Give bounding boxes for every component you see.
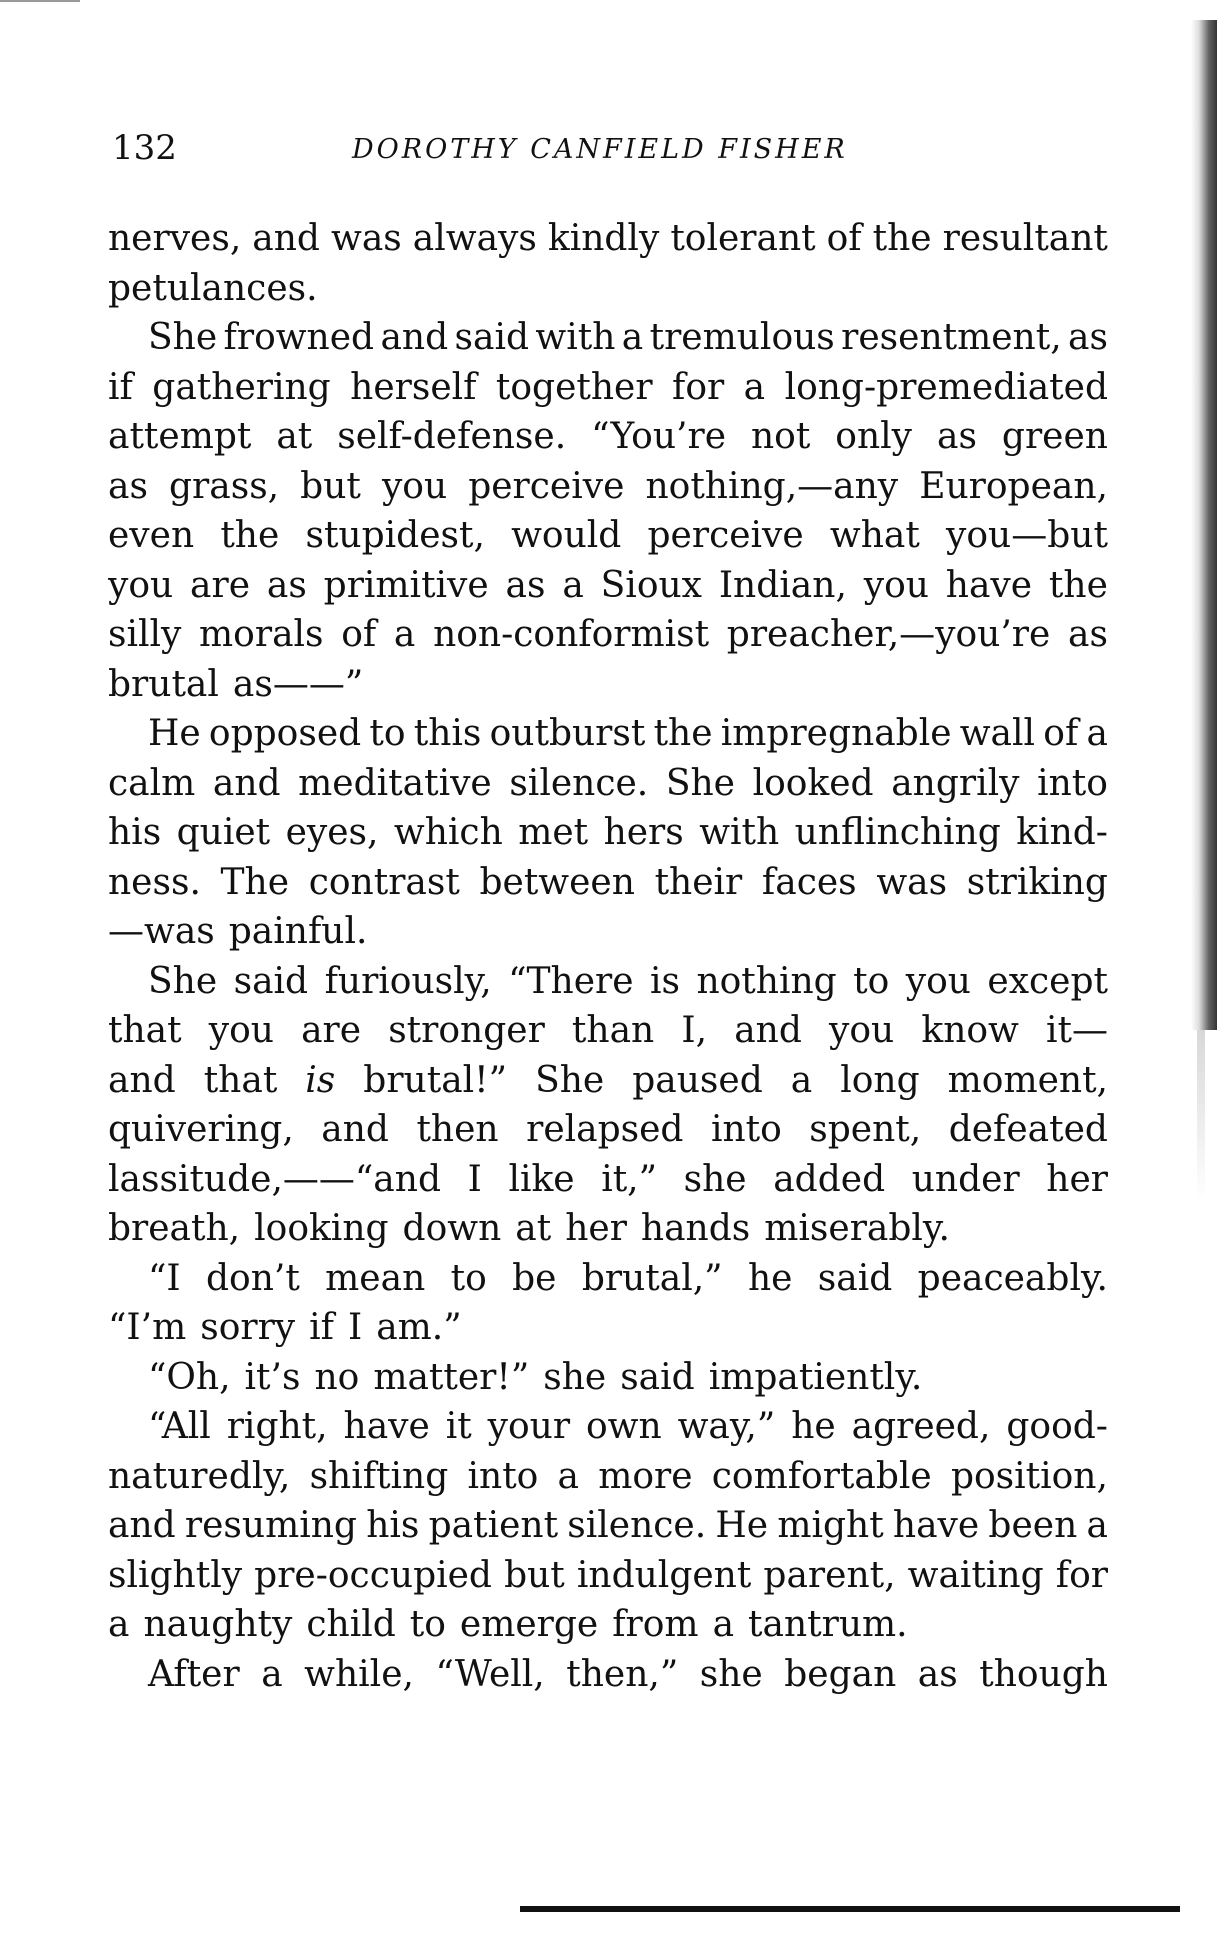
word: patient — [428, 1505, 559, 1546]
word: his — [108, 812, 162, 853]
text-line — [108, 412, 1108, 462]
word: except — [987, 960, 1108, 1002]
word: a — [108, 1604, 130, 1645]
word: wall — [959, 713, 1036, 754]
word: her — [1046, 1158, 1108, 1200]
word: might — [777, 1505, 884, 1546]
word: you — [829, 1010, 895, 1051]
word: as — [505, 564, 546, 606]
word: “There — [508, 960, 634, 1002]
word: comfortable — [711, 1455, 932, 1497]
word: nothing — [696, 960, 837, 1002]
word: at — [515, 1208, 552, 1249]
word: would — [511, 515, 622, 556]
running-head: DOROTHY CANFIELD FISHER — [352, 134, 848, 165]
word: said — [817, 1257, 893, 1299]
word: She — [148, 960, 218, 1002]
word: into — [1037, 762, 1108, 804]
word: your — [487, 1406, 571, 1447]
word: hers — [603, 812, 684, 853]
word: Sioux — [600, 564, 702, 606]
word: miserably. — [764, 1208, 950, 1249]
word: as — [917, 1653, 958, 1695]
word: She — [665, 762, 735, 804]
word: of — [1043, 713, 1079, 754]
word: a — [1086, 713, 1108, 754]
word: tantrum. — [748, 1604, 908, 1645]
word: you — [863, 564, 929, 606]
word: impatiently. — [708, 1356, 923, 1398]
word: he — [791, 1406, 836, 1447]
word: into — [467, 1455, 539, 1497]
word: long — [840, 1059, 920, 1101]
word: “I’m — [108, 1307, 187, 1348]
word: brutal — [108, 663, 219, 705]
text-line — [108, 313, 1108, 363]
word: between — [479, 861, 635, 903]
text-line — [108, 1155, 1108, 1205]
word: attempt — [108, 416, 252, 457]
word: child — [306, 1604, 396, 1645]
word: defeated — [948, 1109, 1108, 1150]
word: brutal,” — [581, 1257, 723, 1299]
word: their — [654, 861, 743, 903]
word: and — [108, 1059, 176, 1101]
word: a — [712, 1604, 735, 1645]
text-line — [108, 363, 1108, 413]
word: position, — [950, 1455, 1108, 1497]
word: and — [212, 762, 281, 804]
text-line — [108, 1402, 1108, 1452]
text-line — [108, 1303, 1108, 1353]
text-line — [108, 610, 1108, 660]
word: and — [108, 1505, 176, 1546]
word: together — [495, 366, 653, 408]
word: preacher,—you’re — [726, 614, 1051, 655]
word: mean — [325, 1257, 426, 1299]
word: hands — [640, 1208, 751, 1249]
word: the — [1048, 564, 1108, 606]
word: unflinching — [794, 812, 1001, 853]
word: eyes, — [285, 812, 379, 853]
text-line — [108, 1056, 1108, 1106]
word: been — [988, 1505, 1078, 1546]
word: than — [571, 1010, 655, 1051]
word: nerves, — [108, 218, 242, 259]
text-line — [108, 759, 1108, 809]
word: a — [1086, 1505, 1108, 1546]
word: lassitude,——“and — [108, 1158, 441, 1200]
word: added — [773, 1158, 886, 1200]
word: it’s — [244, 1356, 301, 1398]
word: to — [409, 1604, 446, 1645]
text-line — [108, 264, 1108, 314]
word: quivering, — [108, 1109, 294, 1150]
text-line — [108, 858, 1108, 908]
text-line — [108, 1254, 1108, 1304]
word: you—but — [946, 515, 1108, 556]
word: like — [508, 1158, 575, 1200]
word: the — [220, 515, 280, 556]
word: you — [381, 465, 448, 507]
text-line — [108, 511, 1108, 561]
word: naughty — [143, 1604, 293, 1645]
word: don’t — [205, 1257, 300, 1299]
word: as — [937, 416, 977, 457]
word: down — [402, 1208, 502, 1249]
word: if — [108, 366, 133, 408]
word: paused — [632, 1059, 763, 1101]
word: contrast — [308, 861, 460, 903]
word: more — [598, 1455, 693, 1497]
word: you — [905, 960, 971, 1002]
word: waiting — [907, 1554, 1044, 1596]
word: right, — [226, 1406, 328, 1447]
text-line — [108, 1006, 1108, 1056]
word: striking — [966, 861, 1108, 903]
word: said — [454, 317, 530, 358]
word: self-defense. — [337, 416, 567, 457]
word: gathering — [152, 366, 331, 408]
word: you — [108, 564, 174, 606]
top-edge-rule — [0, 0, 80, 2]
word: for — [1055, 1554, 1108, 1596]
word: “Oh, — [148, 1356, 231, 1398]
word: resultant — [942, 218, 1108, 259]
word: perceive — [468, 465, 625, 507]
word: the — [872, 218, 932, 259]
word: stupidest, — [305, 515, 485, 556]
word: is — [305, 1059, 336, 1101]
word: of — [341, 614, 377, 655]
word: own — [585, 1406, 662, 1447]
word: though — [979, 1653, 1108, 1695]
word: a — [261, 1653, 283, 1695]
word: she — [699, 1653, 763, 1695]
word: nothing,—any — [645, 465, 899, 507]
word: am.” — [376, 1307, 462, 1348]
word: as — [1068, 614, 1108, 655]
word: He — [715, 1505, 769, 1546]
word: He — [148, 713, 201, 754]
text-line — [108, 561, 1108, 611]
word: which — [393, 812, 503, 853]
text-line — [108, 907, 1108, 957]
word: that — [203, 1059, 278, 1101]
word: into — [710, 1109, 782, 1150]
word: herself — [350, 366, 477, 408]
text-line — [108, 1501, 1108, 1551]
page-number: 132 — [112, 128, 177, 168]
word: painful. — [228, 911, 368, 952]
word: said — [620, 1356, 695, 1398]
text-line — [108, 1353, 1108, 1403]
word: her — [565, 1208, 627, 1249]
word: have — [945, 564, 1033, 606]
word: not — [750, 416, 811, 457]
word: resuming — [184, 1505, 357, 1546]
word: to — [450, 1257, 487, 1299]
text-line — [108, 1452, 1108, 1502]
text-line — [108, 1204, 1108, 1254]
word: was — [331, 218, 402, 259]
word: furiously, — [324, 960, 492, 1002]
word: and — [380, 317, 449, 358]
word: began — [784, 1653, 897, 1695]
word: stronger — [388, 1010, 545, 1051]
word: it— — [1046, 1010, 1108, 1051]
word: you — [208, 1010, 274, 1051]
word: if — [309, 1307, 334, 1348]
word: at — [276, 416, 313, 457]
word: moment, — [947, 1059, 1108, 1101]
word: was — [876, 861, 948, 903]
text-line — [108, 214, 1108, 264]
word: indulgent — [576, 1554, 752, 1596]
word: resentment, — [841, 317, 1062, 358]
word: a — [621, 317, 644, 358]
word: slightly — [108, 1554, 243, 1596]
text-line — [108, 808, 1108, 858]
text-line — [108, 660, 1108, 710]
word: to — [853, 960, 890, 1002]
word: outburst — [489, 713, 646, 754]
word: morals — [199, 614, 324, 655]
word: silly — [108, 614, 182, 655]
word: she — [543, 1356, 607, 1398]
word: a — [790, 1059, 813, 1101]
word: said — [233, 960, 309, 1002]
word: a — [743, 366, 766, 408]
page-header — [112, 128, 1112, 168]
word: kindly — [547, 218, 660, 259]
word: way,” — [677, 1406, 776, 1447]
word: a — [562, 564, 584, 606]
word: parent, — [763, 1554, 896, 1596]
word: are — [301, 1010, 362, 1051]
word: naturedly, — [108, 1455, 291, 1497]
word: angrily — [891, 762, 1020, 804]
word: that — [108, 1010, 182, 1051]
word: it — [445, 1406, 472, 1447]
word: “All — [148, 1406, 211, 1447]
word: impregnable — [720, 713, 952, 754]
word: it,” — [601, 1158, 658, 1200]
word: always — [412, 218, 537, 259]
word: with — [535, 317, 616, 358]
text-line — [108, 1551, 1108, 1601]
text-line — [108, 1600, 1108, 1650]
word: with — [699, 812, 780, 853]
word: meditative — [298, 762, 492, 804]
word: have — [892, 1505, 980, 1546]
word: then,” — [566, 1653, 679, 1695]
word: I, — [681, 1010, 708, 1051]
word: only — [835, 416, 913, 457]
word: have — [343, 1406, 430, 1447]
word: met — [518, 812, 589, 853]
word: are — [190, 564, 251, 606]
text-line — [108, 709, 1108, 759]
word: looking — [254, 1208, 389, 1249]
word: tolerant — [670, 218, 816, 259]
word: then — [416, 1109, 499, 1150]
word: opposed — [208, 713, 362, 754]
word: grass, — [169, 465, 280, 507]
word: primitive — [323, 564, 489, 606]
word: faces — [761, 861, 857, 903]
text-line — [108, 462, 1108, 512]
word: matter!” — [373, 1356, 530, 1398]
word: looked — [752, 762, 874, 804]
word: agreed, — [851, 1406, 991, 1447]
word: while, — [304, 1653, 414, 1695]
word: spent, — [809, 1109, 922, 1150]
word: of — [826, 218, 862, 259]
word: pre-occupied — [254, 1554, 492, 1596]
word: ness. — [108, 861, 201, 903]
word: his — [366, 1505, 420, 1546]
page-edge-shadow — [1191, 20, 1217, 1030]
word: know — [921, 1010, 1019, 1051]
word: tremulous — [649, 317, 835, 358]
text-line — [108, 1105, 1108, 1155]
word: She — [148, 317, 218, 358]
word: The — [220, 861, 290, 903]
word: and — [252, 218, 320, 259]
word: “You’re — [591, 416, 726, 457]
word: but — [504, 1554, 565, 1596]
word: breath, — [108, 1208, 241, 1249]
page-edge-shadow-fade — [1197, 1030, 1205, 1200]
word: non-conformist — [433, 614, 710, 655]
word: a — [393, 614, 416, 655]
word: as — [108, 465, 148, 507]
word: “I — [148, 1257, 181, 1299]
word: I — [467, 1158, 482, 1200]
text-line — [108, 957, 1108, 1007]
word: brutal!” — [363, 1059, 508, 1101]
word: be — [512, 1257, 557, 1299]
word: and — [321, 1109, 389, 1150]
word: quiet — [176, 812, 271, 853]
word: as — [1068, 317, 1108, 358]
word: —was — [108, 911, 215, 952]
word: silence. — [509, 762, 649, 804]
word: what — [829, 515, 920, 556]
bottom-edge-rule — [520, 1906, 1180, 1912]
word: I — [347, 1307, 363, 1348]
word: Indian, — [718, 564, 847, 606]
word: the — [653, 713, 713, 754]
word: for — [672, 366, 725, 408]
word: and — [734, 1010, 802, 1051]
word: kind- — [1016, 812, 1108, 853]
word: shifting — [309, 1455, 449, 1497]
word: silence. — [567, 1505, 707, 1546]
word: perceive — [647, 515, 804, 556]
word: green — [1001, 416, 1108, 457]
word: but — [300, 465, 361, 507]
word: from — [612, 1604, 699, 1645]
word: she — [683, 1158, 747, 1200]
word: frowned — [223, 317, 375, 358]
word: he — [747, 1257, 793, 1299]
word: as — [266, 564, 307, 606]
word: long-premediated — [784, 366, 1108, 408]
word: After — [148, 1653, 240, 1695]
word: as——” — [232, 663, 364, 705]
text-line — [108, 1650, 1108, 1700]
word: European, — [919, 465, 1108, 507]
word: She — [535, 1059, 605, 1101]
word: relapsed — [526, 1109, 684, 1150]
word: calm — [108, 762, 196, 804]
word: peaceably. — [917, 1257, 1108, 1299]
word: under — [911, 1158, 1020, 1200]
word: good- — [1006, 1406, 1108, 1447]
word: to — [369, 713, 406, 754]
word: even — [108, 515, 195, 556]
word: is — [649, 960, 680, 1002]
word: petulances. — [108, 267, 318, 309]
word: “Well, — [435, 1653, 545, 1695]
word: emerge — [459, 1604, 599, 1645]
word: this — [413, 713, 482, 754]
body-text — [108, 214, 1108, 1699]
word: no — [314, 1356, 360, 1398]
word: a — [557, 1455, 580, 1497]
word: sorry — [200, 1307, 296, 1348]
